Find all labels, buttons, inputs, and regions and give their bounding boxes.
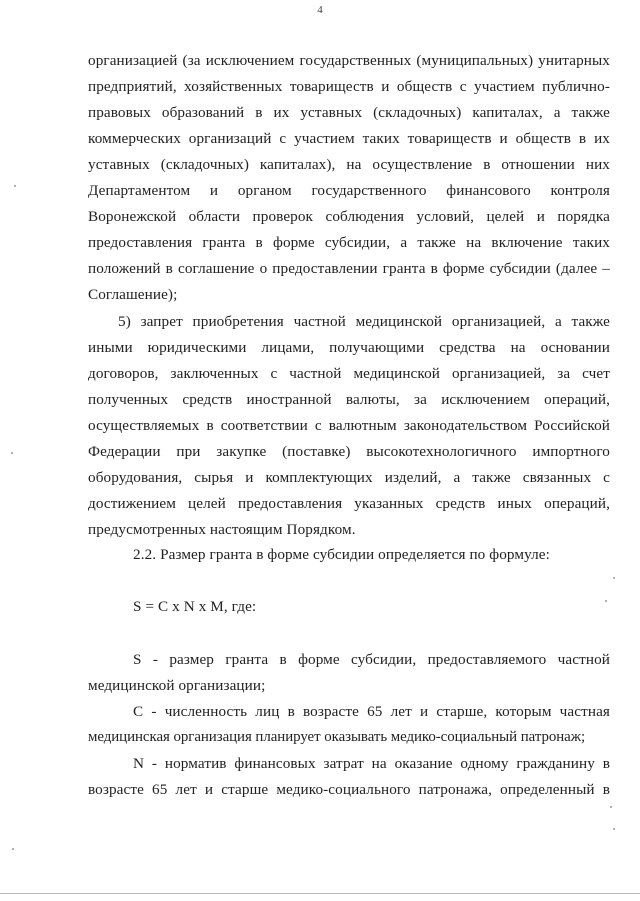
text-line: иными юридическими лицами, получающими средства на основании — [88, 339, 610, 356]
text-line: достижением целей предоставления указанных средств иных операций, — [88, 495, 610, 512]
text-line: договоров, заключенных с частной медицинской организацией, за счет — [88, 365, 610, 382]
scan-speck — [613, 577, 615, 579]
text-line: организацией (за исключением государственных (муниципальных) унитарных — [88, 52, 610, 69]
page-edge-line — [0, 893, 640, 894]
scan-speck — [14, 185, 16, 187]
formula-line: S = C x N x M, где: — [133, 598, 257, 615]
text-line: полученных средств иностранной валюты, за исключением операций, — [88, 391, 610, 408]
text-line: положений в соглашение о предоставлении гранта в форме субсидии (далее – — [88, 260, 610, 277]
section-heading-line: 2.2. Размер гранта в форме субсидии определяется по формуле: — [133, 546, 550, 563]
text-line: S - размер гранта в форме субсидии, предоставляемого частной — [133, 651, 610, 668]
text-line: оборудования, сырья и комплектующих изделий, а также связанных с — [88, 469, 610, 486]
scan-speck — [11, 452, 13, 454]
page-number: 4 — [317, 4, 323, 16]
text-line: медицинской организации; — [88, 677, 266, 694]
scan-speck — [12, 848, 14, 850]
text-line: правовых образований в их уставных (складочных) капиталах, а также — [88, 104, 610, 121]
text-line: Воронежской области проверок соблюдения условий, целей и порядка — [88, 208, 610, 225]
text-line: возрасте 65 лет и старше медико-социального патронажа, определенный в — [88, 781, 610, 798]
scan-speck — [605, 600, 607, 602]
text-line: N - норматив финансовых затрат на оказание одному гражданину в — [133, 755, 610, 772]
text-line: Департаментом и органом государственного финансового контроля — [88, 182, 610, 199]
scan-speck — [613, 828, 615, 830]
text-line: 5) запрет приобретения частной медицинской организацией, а также — [118, 313, 610, 330]
text-line: предоставления гранта в форме субсидии, а также на включение таких — [88, 234, 610, 251]
text-line: медицинская организация планирует оказывать медико-социальный патронаж; — [88, 729, 586, 745]
scan-speck — [610, 806, 612, 808]
text-line: осуществляемых в соответствии с валютным законодательством Российской — [88, 417, 610, 434]
text-line: коммерческих организаций с участием таких товариществ и обществ в их — [88, 130, 610, 147]
text-line: C - численность лиц в возрасте 65 лет и старше, которым частная — [133, 703, 610, 720]
text-line: Федерации при закупке (поставке) высокотехнологичного импортного — [88, 443, 610, 460]
text-line: Соглашение); — [88, 286, 178, 303]
text-line: предусмотренных настоящим Порядком. — [88, 521, 356, 538]
text-line: предприятий, хозяйственных товариществ и обществ с участием публично- — [88, 78, 610, 95]
text-line: уставных (складочных) капиталах), на осуществление в отношении них — [88, 156, 610, 173]
